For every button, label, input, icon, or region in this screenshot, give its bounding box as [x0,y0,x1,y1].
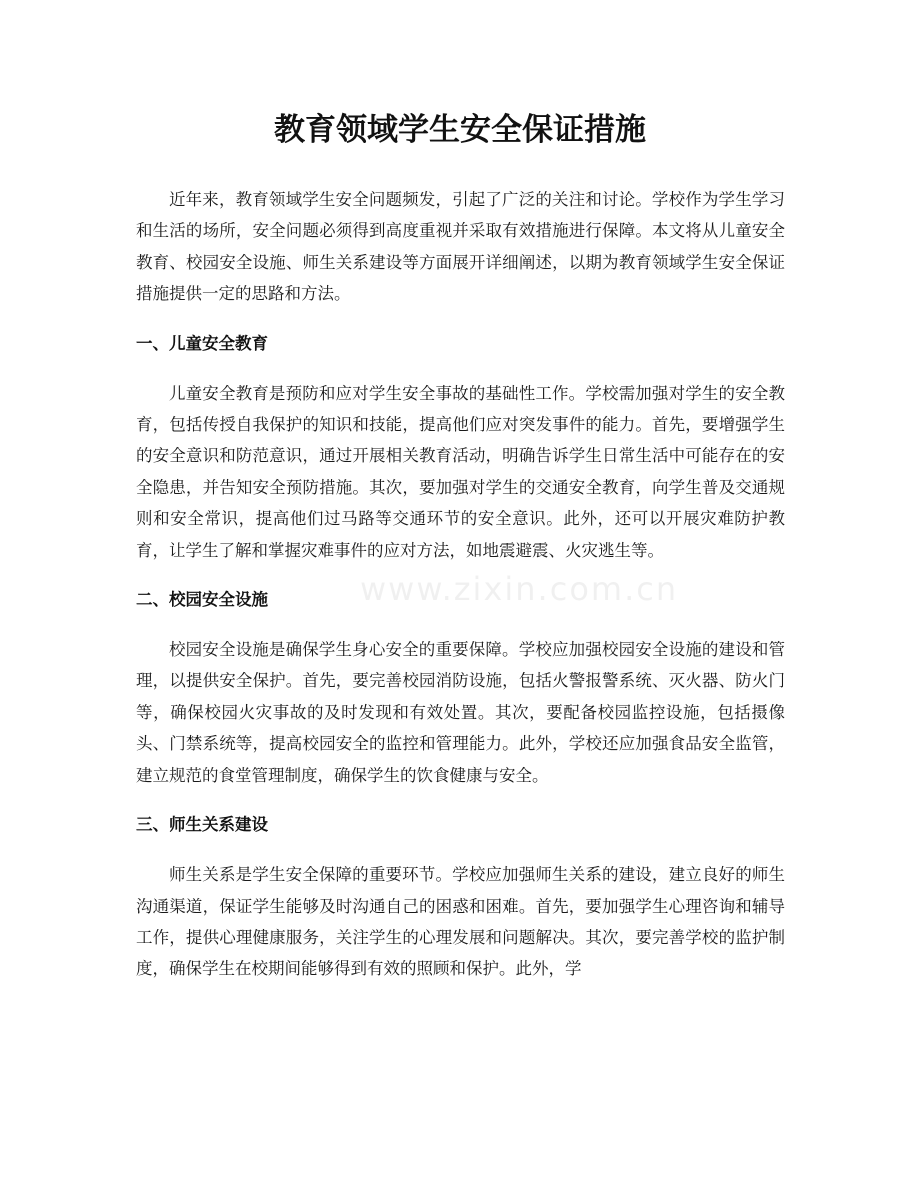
intro-paragraph: 近年来，教育领域学生安全问题频发，引起了广泛的关注和讨论。学校作为学生学习和生活的场所，安全问题必须得到高度重视并采取有效措施进行保障。本文将从儿童安全教育、校园安全设施、师生关系建设等方面展开详细阐述，以期为教育领域学生安全保证措施提供一定的思路和方法。 [136,190,785,304]
section-body-teacher-student: 师生关系是学生安全保障的重要环节。学校应加强师生关系的建设，建立良好的师生沟通渠道，保证学生能够及时沟通自己的困惑和困难。首先，要加强学生心理咨询和辅导工作，提供心理健康服务，关注学生的心理发展和问题解决。其次，要完善学校的监护制度，确保学生在校期间能够得到有效的照顾和保护。此外，学 [136,865,785,979]
section-body-campus-facilities: 校园安全设施是确保学生身心安全的重要保障。学校应加强校园安全设施的建设和管理，以提供安全保护。首先，要完善校园消防设施，包括火警报警系统、灭火器、防火门等，确保校园火灾事故的及时发现和有效处置。其次，要配备校园监控设施，包括摄像头、门禁系统等，提高校园安全的监控和管理能力。此外，学校还应加强食品安全监管，建立规范的食堂管理制度，确保学生的饮食健康与安全。 [136,640,785,785]
section-heading-teacher-student: 三、师生关系建设 [136,815,268,835]
document-title: 教育领域学生安全保证措施 [274,112,646,148]
section-body-child-safety: 儿童安全教育是预防和应对学生安全事故的基础性工作。学校需加强对学生的安全教育，包括传授自我保护的知识和技能，提高他们应对突发事件的能力。首先，要增强学生的安全意识和防范意识，通过开展相关教育活动，明确告诉学生日常生活中可能存在的安全隐患，并告知安全预防措施。其次，要加强对学生的交通安全教育，向学生普及交通规则和安全常识，提高他们过马路等交通环节的安全意识。此外，还可以开展灾难防护教育，让学生了解和掌握灾难事件的应对方法，如地震避震、火灾逃生等。 [136,383,785,560]
watermark-text: www.zixin.com.cn [360,570,679,608]
section-heading-campus-facilities: 二、校园安全设施 [136,590,268,610]
section-heading-child-safety: 一、儿童安全教育 [136,333,268,353]
document-body [136,184,785,1004]
